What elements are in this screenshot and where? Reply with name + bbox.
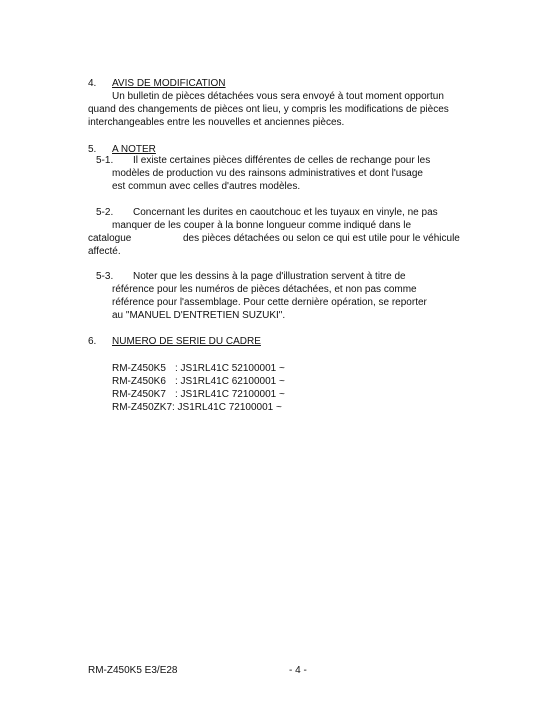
item-5-3-number: 5-3. [96,271,114,282]
section-4-line-3: interchangeables entre les nouvelles et anciennes pièces. [88,117,345,128]
item-5-1-line-2: modèles de production vu des rainsons administratives et dont l'usage [112,168,423,179]
section-4-title: AVIS DE MODIFICATION [112,78,226,89]
serial-row-2-model: RM-Z450K6 [112,376,166,387]
item-5-2-line-3b: des pièces détachées ou selon ce qui est utile pour le véhicule [183,233,460,244]
item-5-2-line-4: affecté. [88,246,121,257]
item-5-1-number: 5-1. [96,155,114,166]
item-5-3-line-1: Noter que les dessins à la page d'illustration servent à titre de [133,271,406,282]
item-5-3-line-4: au "MANUEL D'ENTRETIEN SUZUKI". [112,310,286,321]
item-5-3-line-2: référence pour les numéros de pièces détachées, et non pas comme [112,284,417,295]
section-5-title: A NOTER [112,144,156,155]
section-4-line-2: quand des changements de pièces ont lieu, y compris les modifications de pièces [88,104,449,115]
page-number: - 4 - [289,665,307,676]
section-4-number: 4. [88,78,97,89]
section-4-line-1: Un bulletin de pièces détachées vous sera envoyé à tout moment opportun [112,91,444,102]
section-6-number: 6. [88,336,97,347]
item-5-1-line-1: Il existe certaines pièces différentes de celles de rechange pour les [133,155,431,166]
section-6-title: NUMERO DE SERIE DU CADRE [112,336,261,347]
serial-row-1-serial: : JS1RL41C 52100001 ~ [175,363,285,374]
serial-row-1-model: RM-Z450K5 [112,363,166,374]
serial-row-3-model: RM-Z450K7 [112,389,166,400]
serial-row-2-serial: : JS1RL41C 62100001 ~ [175,376,285,387]
item-5-1-line-3: est commun avec celles d'autres modèles. [112,181,301,192]
item-5-2-line-3a: catalogue [88,233,132,244]
section-5-number: 5. [88,144,97,155]
footer-model-code: RM-Z450K5 E3/E28 [88,665,178,676]
serial-row-3-serial: : JS1RL41C 72100001 ~ [175,389,285,400]
item-5-2-line-2: manquer de les couper à la bonne longueur comme indiqué dans le [112,220,412,231]
item-5-3-line-3: référence pour l'assemblage. Pour cette dernière opération, se reporter [112,297,427,308]
serial-row-4-model: RM-Z450ZK7 [112,402,173,413]
serial-row-4-serial: : JS1RL41C 72100001 ~ [172,402,282,413]
item-5-2-number: 5-2. [96,207,114,218]
item-5-2-line-1: Concernant les durites en caoutchouc et les tuyaux en vinyle, ne pas [133,207,438,218]
